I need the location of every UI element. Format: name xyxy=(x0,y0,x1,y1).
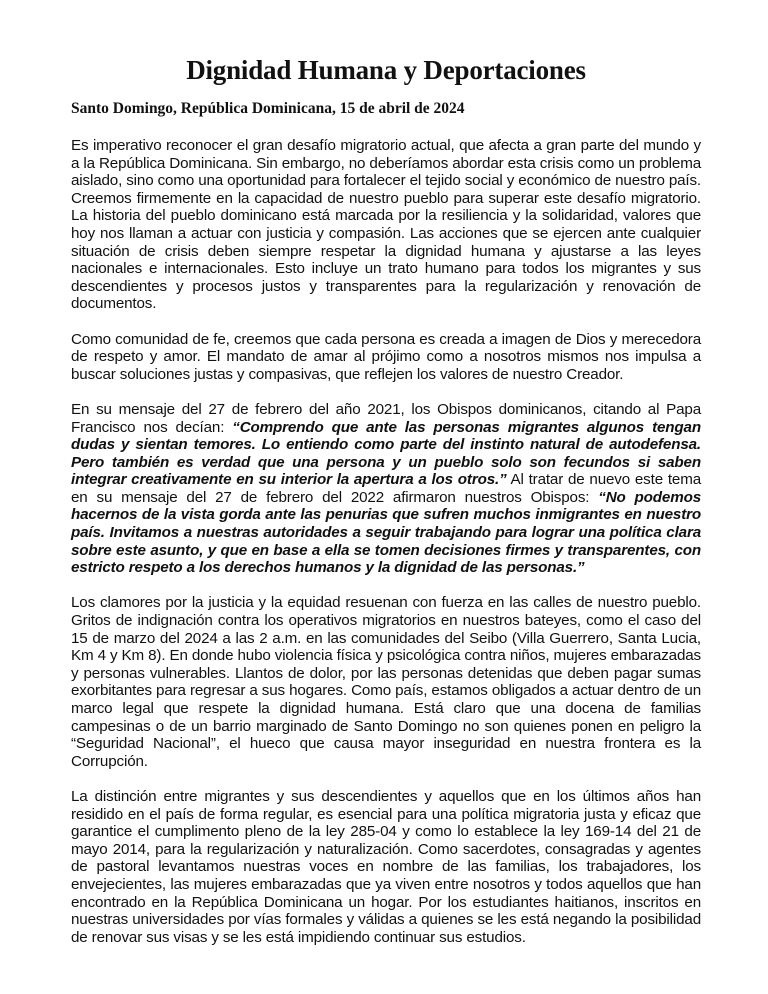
paragraph-bishops-quotes xyxy=(71,401,701,577)
paragraph-migrant-distinction: La distinción entre migrantes y sus descendientes y aquellos que en los últimos años han residido en el país de forma regular, es esencial para una política migratoria justa y eficaz que garantice el cumplimento pleno de la ley 285-04 y como lo establece la ley 169-14 del 21 de mayo 2014, para la regularización y naturalización. Como sacerdotes, consagradas y agentes de pastoral levantamos nuestras voces en nombre de las familias, los trabajadores, los envejecientes, las mujeres embarazadas que ya viven entre nosotros y todos aquellos que han encontrado en la República Dominicana un hogar. Por los estudiantes haitianos, inscritos en nuestras universidades por vías formales y válidas a quienes se les está negando la posibilidad de renovar sus visas y se les está impidiendo continuar sus estudios. xyxy=(71,787,701,946)
pope-francis-quote: “Comprendo que ante las personas migrantes algunos tengan dudas y sientan temores. Lo entiendo como parte del instinto natural de autodefensa. Pero también es verdad que una persona y un pueblo solo son fecundos si saben integrar creativamente en su interior la apertura a los otros.” xyxy=(71,418,701,489)
intro-2022-text: Al tratar de nuevo este tema en su mensaje del 27 de febrero del 2022 afirmaron nuestros Obispos: xyxy=(71,471,701,506)
paragraph-cries-for-justice: Los clamores por la justicia y la equidad resuenan con fuerza en las calles de nuestro pueblo. Gritos de indignación contra los operativos migratorios en nuestros bateyes, como el caso del 15 de marzo del 2024 a las 2 a.m. en las comunidades del Seibo (Villa Guerrero, Santa Lucia, Km 4 y Km 8). En donde hubo violencia física y psicológica contra niños, mujeres embarazadas y personas vulnerables. Llantos de dolor, por las personas detenidas que deben pagar sumas exorbitantes para regresar a sus hogares. Como país, estamos obligados a actuar dentro de un marco legal que respete la dignidad humana. Está claro que una docena de familias campesinas o de un barrio marginado de Santo Domingo no son quienes ponen en peligro la “Seguridad Nacional”, el hueco que causa mayor inseguridad en nuestra frontera es la Corrupción. xyxy=(71,594,701,770)
paragraph-faith-community: Como comunidad de fe, creemos que cada persona es creada a imagen de Dios y merecedora de respeto y amor. El mandato de amar al prójimo como a nosotros mismos nos impulsa a buscar soluciones justas y compasivas, que reflejen los valores de nuestro Creador. xyxy=(71,330,701,383)
paragraph-migration-challenge: Es imperativo reconocer el gran desafío migratorio actual, que afecta a gran parte del mundo y a la República Dominicana. Sin embargo, no deberíamos abordar esta crisis como un problema aislado, sino como una oportunidad para fortalecer el tejido social y económico de nuestro país. Creemos firmemente en la capacidad de nuestro pueblo para superar este desafío migratorio. La historia del pueblo dominicano está marcada por la resiliencia y la solidaridad, valores que hoy nos llaman a actuar con justicia y compasión. Las acciones que se ejercen ante cualquier situación de crisis deben siempre respetar la dignidad humana y ajustarse a las leyes nacionales e internacionales. Esto incluye un trato humano para todos los migrantes y sus descendientes y procesos justos y transparentes para la regularización y renovación de documentos. xyxy=(71,137,701,313)
dateline: Santo Domingo, República Dominicana, 15 de abril de 2024 xyxy=(71,100,465,117)
bishops-2022-quote: “No podemos hacernos de la vista gorda ante las penurias que sufren muchos inmigrantes en nuestro país. Invitamos a nuestras autoridades a seguir trabajando para lograr una política clara sobre este asunto, y que en base a ella se tomen decisiones firmes y transparentes, con estricto respeto a los derechos humanos y la dignidad de las personas.” xyxy=(71,488,702,577)
document-title: Dignidad Humana y Deportaciones xyxy=(186,55,586,85)
document-body xyxy=(71,137,701,964)
intro-2021-text: En su mensaje del 27 de febrero del año 2021, los Obispos dominicanos, citando al Papa Francisco nos decían: xyxy=(71,400,701,436)
